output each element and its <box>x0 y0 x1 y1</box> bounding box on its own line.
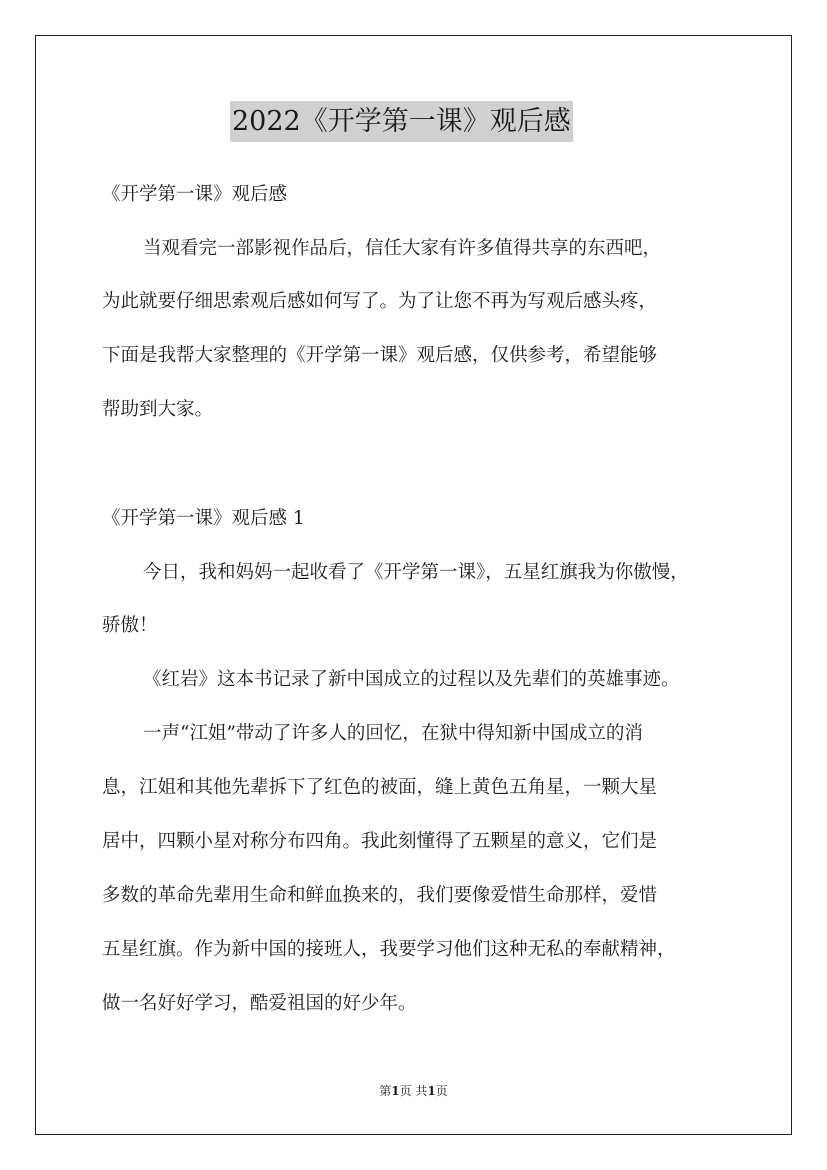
footer-page-total: 1 <box>427 1084 436 1098</box>
intro-line-3: 下面是我帮大家整理的《开学第一课》观后感，仅供参考，希望能够 <box>102 345 658 366</box>
section1-line-5: 息，江姐和其他先辈拆下了红色的被面，缝上黄色五角星，一颗大星 <box>102 777 658 798</box>
section1-line-9: 做一名好好学习，酷爱祖国的好少年。 <box>102 993 417 1014</box>
intro-line-1: 当观看完一部影视作品后，信任大家有许多值得共享的东西吧， <box>143 238 662 259</box>
section1-line-4: 一声“江姐”带动了许多人的回忆，在狱中得知新中国成立的消 <box>143 723 643 744</box>
footer-page-current: 1 <box>391 1084 400 1098</box>
footer-page-prefix: 第 <box>379 1084 392 1098</box>
section1-line-3: 《红岩》这本书记录了新中国成立的过程以及先辈们的英雄事迹。 <box>143 669 680 690</box>
section1-heading: 《开学第一课》观后感 1 <box>102 508 305 529</box>
intro-heading: 《开学第一课》观后感 <box>102 184 288 205</box>
footer-page-mid: 页 共 <box>399 1084 428 1098</box>
section1-line-8: 五星红旗。作为新中国的接班人，我要学习他们这种无私的奉献精神， <box>102 939 676 960</box>
footer-page-suffix: 页 <box>435 1084 448 1098</box>
section1-line-1: 今日，我和妈妈一起收看了《开学第一课》，五星红旗我为你傲慢， <box>143 562 689 583</box>
document-title: 2022《开学第一课》观后感 <box>230 101 573 142</box>
intro-line-4: 帮助到大家。 <box>102 399 214 420</box>
page-footer <box>0 1083 827 1099</box>
section1-line-2: 骄傲！ <box>102 615 158 636</box>
section1-line-6: 居中，四颗小星对称分布四角。我此刻懂得了五颗星的意义，它们是 <box>102 831 658 852</box>
section1-line-7: 多数的革命先辈用生命和鲜血换来的，我们要像爱惜生命那样，爱惜 <box>102 885 658 906</box>
intro-line-2: 为此就要仔细思索观后感如何写了。为了让您不再为写观后感头疼， <box>102 291 658 312</box>
